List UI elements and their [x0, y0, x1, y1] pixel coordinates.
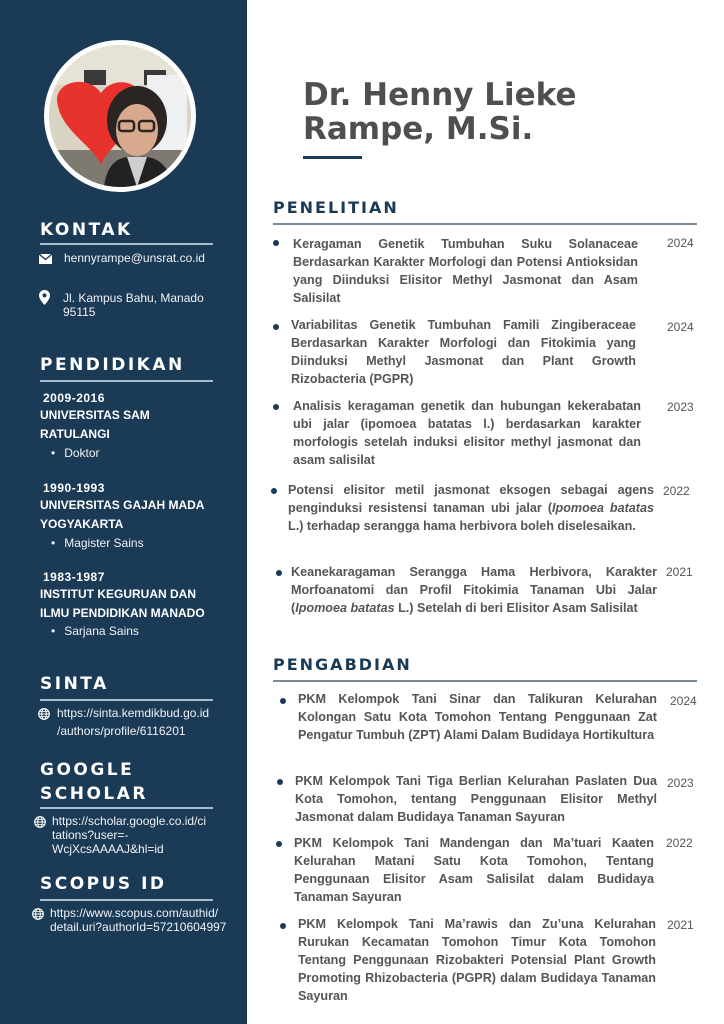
globe-icon: [38, 708, 50, 720]
research-title: PENELITIAN: [273, 198, 399, 217]
research-item-text-part: Potensi elisitor metil jasmonat eksogen sebagai agens penginduksi resistensi tanaman ubi jalar (: [288, 483, 654, 515]
research-item-text: [291, 563, 657, 617]
education-years: 1983-1987: [43, 570, 105, 584]
email-link[interactable]: hennyrampe@unsrat.co.id: [64, 251, 205, 265]
education-institution: [40, 406, 230, 444]
bullet-icon: [276, 841, 282, 847]
education-title: PENDIDIKAN: [40, 355, 185, 375]
page-title: [303, 78, 577, 146]
google-scholar-title-line: GOOGLE: [40, 760, 135, 780]
scopus-divider: [40, 899, 213, 901]
research-divider: [273, 223, 697, 225]
community-service-divider: [273, 680, 697, 682]
name-underline: [303, 156, 362, 159]
profile-photo: [44, 40, 196, 192]
bullet-icon: [273, 404, 279, 410]
research-item-species: Ipomoea batatas: [295, 601, 395, 615]
sinta-title: SINTA: [40, 674, 109, 694]
research-item-year: 2023: [667, 400, 694, 414]
portrait-illustration: [49, 45, 191, 187]
research-item-text-part: Keanekaragaman Serangga Hama Herbivora, Karakter Morfoanatomi dan Profil Fitokimia Tanaman Ubi Jalar (: [291, 565, 657, 615]
contact-title: KONTAK: [40, 220, 133, 240]
mail-icon: [39, 254, 52, 264]
sinta-divider: [40, 699, 213, 701]
bullet-icon: [273, 324, 279, 330]
profile-photo-image: [49, 45, 191, 187]
google-scholar-url-line[interactable]: WcjXcsAAAAJ&hl=id: [52, 842, 164, 856]
address-line-2: 95115: [63, 305, 96, 319]
bullet-icon: [277, 779, 283, 785]
scopus-link[interactable]: [50, 906, 226, 934]
name-line: Rampe, M.Si.: [303, 111, 534, 147]
community-service-item-year: 2022: [666, 836, 693, 850]
research-item-text: Keragaman Genetik Tumbuhan Suku Solanaceae Berdasarkan Karakter Morfologi dan Potensi Antioksidan yang Diinduksi Elisitor Methyl Jasmonat dan Asam Salisilat: [293, 237, 638, 305]
community-service-item-year: 2021: [667, 918, 694, 932]
name-line: Dr. Henny Lieke: [303, 77, 577, 113]
research-item-year: 2021: [666, 565, 693, 579]
community-service-item-year: 2023: [667, 776, 694, 790]
research-item-year: 2024: [667, 236, 694, 250]
research-item-text: [288, 481, 654, 535]
research-item-species: Ipomoea batatas: [552, 501, 654, 515]
google-scholar-link[interactable]: [52, 814, 206, 856]
education-years: 2009-2016: [43, 391, 105, 405]
address-line-1: Jl. Kampus Bahu, Manado: [63, 291, 204, 305]
research-item-year: 2022: [663, 484, 690, 498]
bullet-icon: [273, 240, 279, 246]
research-item-text: Analisis keragaman genetik dan hubungan kekerabatan ubi jalar (ipomoea batatas l.) berdasarkan karakter morfologis setelah induksi elisitor methyl jasmonat dan asam salisilat: [293, 399, 641, 467]
community-service-item-text: PKM Kelompok Tani Sinar dan Talikuran Kelurahan Kolongan Satu Kota Tomohon Tentang Penggunaan Zat Pengatur Tumbuh (ZPT) Alami Dalam Budidaya Hortikultura: [298, 692, 657, 742]
community-service-item-text: PKM Kelompok Tani Tiga Berlian Kelurahan Paslaten Dua Kota Tomohon, tentang Penggunaan Elisitor Methyl Jasmonat dalam Budidaya Tanaman Sayuran: [295, 774, 657, 824]
education-degree: • Doktor: [51, 446, 100, 460]
sidebar: [0, 0, 247, 1024]
sinta-link[interactable]: [57, 706, 209, 739]
bullet-icon: [280, 923, 286, 929]
sinta-url-line[interactable]: https://sinta.kemdikbud.go.id: [57, 706, 210, 720]
bullet-icon: [280, 698, 286, 704]
globe-icon: [34, 816, 46, 828]
education-years: 1990-1993: [43, 481, 105, 495]
research-item-text-part: L.) Setelah di beri Elisitor Asam Salisilat: [394, 601, 638, 615]
education-institution-line: ILMU PENDIDIKAN MANADO: [40, 606, 205, 620]
google-scholar-url-line[interactable]: https://scholar.google.co.id/ci: [52, 814, 207, 828]
community-service-title: PENGABDIAN: [273, 655, 412, 674]
education-institution-line: UNIVERSITAS SAM: [40, 408, 150, 422]
education-institution-line: RATULANGI: [40, 427, 110, 441]
education-institution: [40, 496, 230, 534]
education-divider: [40, 380, 213, 382]
bullet-icon: [276, 570, 282, 576]
education-institution: [40, 585, 230, 623]
community-service-item-text: PKM Kelompok Tani Mandengan dan Ma’tuari Kaaten Kelurahan Matani Satu Kota Tomohon, Tentang Penggunaan Elisitor Asam Salisilat dalam Budidaya Tanaman Sayuran: [294, 836, 654, 904]
globe-icon: [32, 908, 44, 920]
community-service-item-text: PKM Kelompok Tani Ma’rawis dan Zu’una Kelurahan Rurukan Kecamatan Tomohon Timur Kota Tomohon Tentang Penggunaan Rizobakteri Potensial Plant Growth Promoting Rhizobacteria (PGPR) dalam Budidaya Tanaman Sayuran: [298, 917, 656, 1003]
google-scholar-title: [40, 758, 148, 806]
research-item-text-part: L.) terhadap serangga hama herbivora boleh diselesaikan.: [288, 519, 636, 533]
community-service-item-year: 2024: [670, 694, 697, 708]
education-degree: • Sarjana Sains: [51, 624, 139, 638]
education-institution-line: INSTITUT KEGURUAN DAN: [40, 587, 196, 601]
scopus-url-line[interactable]: detail.uri?authorId=57210604997: [50, 920, 227, 934]
education-institution-line: UNIVERSITAS GAJAH MADA: [40, 498, 205, 512]
education-institution-line: YOGYAKARTA: [40, 517, 124, 531]
contact-divider: [40, 243, 213, 245]
google-scholar-divider: [40, 807, 213, 809]
research-item-text: Variabilitas Genetik Tumbuhan Famili Zingiberaceae Berdasarkan Karakter Morfologi dan Fitokimia yang Diinduksi Methyl Jasmonat dan Plant Growth Rizobacteria (PGPR): [291, 318, 636, 386]
location-pin-icon: [39, 290, 50, 305]
research-item-year: 2024: [667, 320, 694, 334]
google-scholar-url-line[interactable]: tations?user=-: [52, 828, 129, 842]
scopus-title: SCOPUS ID: [40, 874, 167, 894]
scopus-url-line[interactable]: https://www.scopus.com/authid/: [50, 906, 219, 920]
sinta-url-line[interactable]: /authors/profile/6116201: [57, 724, 186, 738]
google-scholar-title-line: SCHOLAR: [40, 784, 148, 804]
bullet-icon: [271, 488, 277, 494]
education-degree: • Magister Sains: [51, 536, 144, 550]
